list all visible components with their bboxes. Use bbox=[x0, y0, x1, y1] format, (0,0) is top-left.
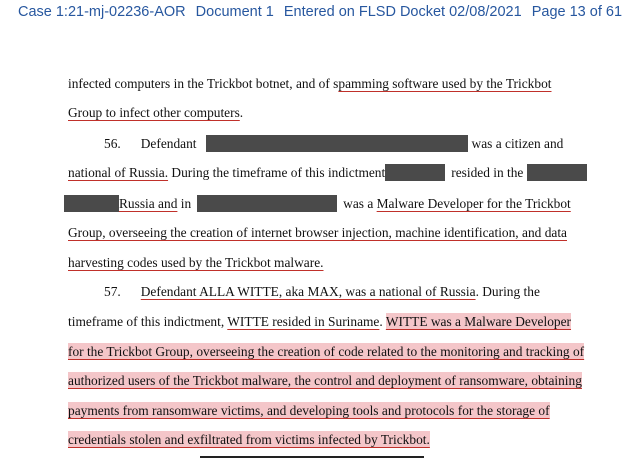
paragraph-number: 56. bbox=[104, 136, 121, 151]
text-segment: was a bbox=[343, 196, 377, 211]
text-segment: timeframe of this indictment, bbox=[68, 314, 228, 329]
paragraph-number: 57. bbox=[104, 284, 121, 299]
underlined-text: Group to infect other computers bbox=[68, 105, 240, 120]
text-segment: infected computers in the Trickbot botnet, and of s bbox=[68, 76, 339, 91]
text-line-1 bbox=[68, 76, 552, 92]
text-line-4 bbox=[68, 164, 587, 180]
text-segment: During the timeframe of this indictment bbox=[168, 165, 386, 180]
text-segment: Defendant bbox=[140, 136, 197, 151]
highlighted-text: for the Trickbot Group, overseeing the creation of code related to the monitoring and tracking of bbox=[68, 344, 585, 359]
text-line-7 bbox=[68, 255, 324, 271]
docket-entry: Entered on FLSD Docket 02/08/2021 bbox=[283, 4, 522, 20]
footnote-divider bbox=[200, 456, 424, 458]
text-line-12 bbox=[68, 403, 550, 419]
underlined-text: Defendant ALLA WITTE, aka MAX, was a national of Russia bbox=[140, 284, 476, 299]
page-number: Page 13 of 61 bbox=[531, 4, 623, 20]
text-segment: resided in the bbox=[451, 165, 524, 180]
text-line-9 bbox=[68, 314, 571, 330]
text-line-6 bbox=[68, 225, 567, 241]
text-line-13 bbox=[68, 432, 430, 448]
underlined-text: Group, overseeing the creation of internet browser injection, machine identification, and data bbox=[68, 225, 567, 240]
highlighted-text: authorized users of the Trickbot malware, the control and deployment of ransomware, obtaining bbox=[68, 373, 582, 388]
case-number: Case 1:21-mj-02236-AOR bbox=[17, 4, 186, 20]
text-segment: was a citizen and bbox=[471, 136, 564, 151]
text-line-5 bbox=[64, 195, 571, 211]
text-segment: . During the bbox=[475, 284, 540, 299]
redaction-block bbox=[527, 164, 587, 181]
highlighted-text: WITTE was a Malware Developer bbox=[385, 314, 572, 329]
highlighted-text: payments from ransomware victims, and developing tools and protocols for the storage of bbox=[68, 403, 550, 418]
redaction-block bbox=[64, 195, 119, 212]
redaction-block bbox=[206, 135, 468, 152]
text-line-2 bbox=[68, 105, 243, 121]
text-line-11 bbox=[68, 373, 582, 389]
underlined-text: harvesting codes used by the Trickbot malware. bbox=[68, 255, 324, 270]
docket-header bbox=[0, 4, 640, 20]
underlined-text: WITTE resided in Suriname bbox=[227, 314, 380, 329]
underlined-text: pamming software used by the Trickbot bbox=[338, 76, 552, 91]
text-line-10 bbox=[68, 344, 584, 360]
document-number: Document 1 bbox=[195, 4, 274, 20]
underlined-text: national of Russia. bbox=[68, 165, 169, 180]
paragraph-56-line bbox=[104, 135, 563, 151]
text-segment: in bbox=[177, 196, 192, 211]
underlined-text: Russia and bbox=[119, 196, 178, 211]
text-segment: . bbox=[239, 105, 244, 120]
redaction-block bbox=[197, 195, 337, 212]
highlighted-text: credentials stolen and exfiltrated from victims infected by Trickbot. bbox=[68, 432, 430, 447]
underlined-text: Malware Developer for the Trickbot bbox=[376, 196, 571, 211]
paragraph-57-line bbox=[104, 284, 540, 300]
redaction-block bbox=[385, 164, 445, 181]
text-segment: . bbox=[379, 314, 386, 329]
